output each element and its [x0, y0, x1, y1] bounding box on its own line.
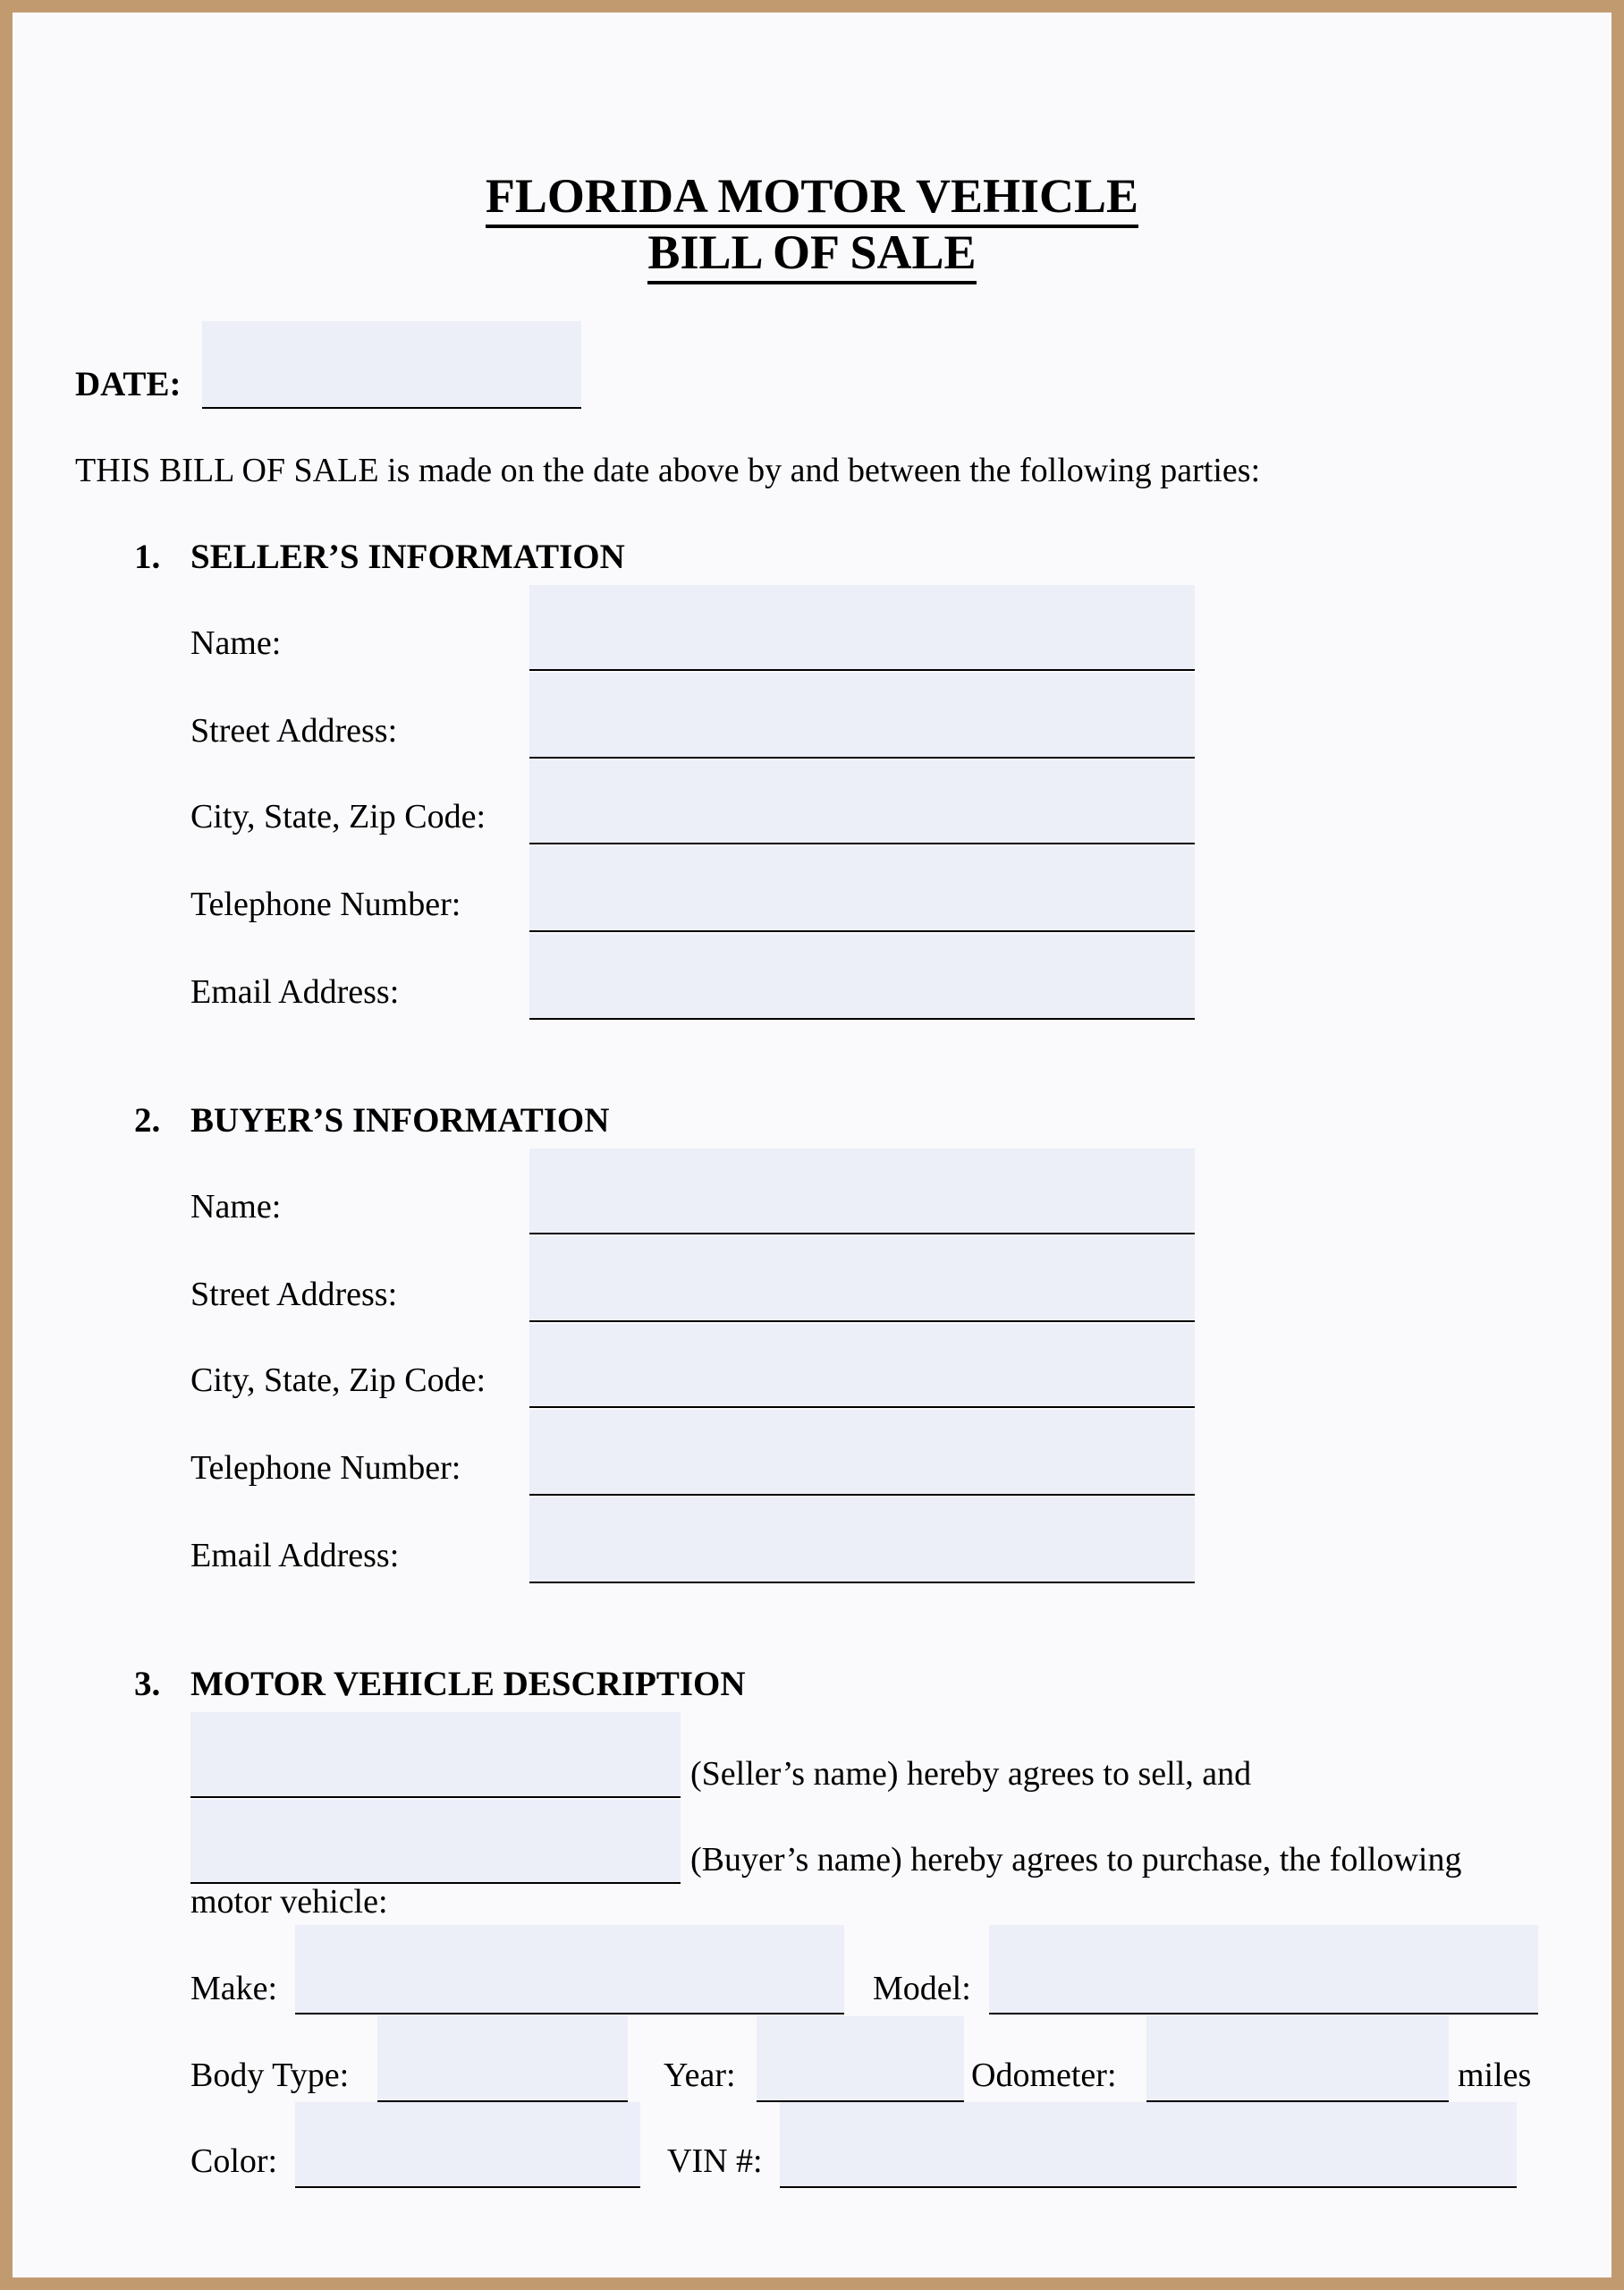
title-line-1: FLORIDA MOTOR VEHICLE: [13, 169, 1611, 223]
seller-street-input[interactable]: [529, 673, 1195, 757]
odometer-input[interactable]: [1146, 2016, 1449, 2100]
color-field[interactable]: [295, 2102, 640, 2188]
buyer-phone-label: Telephone Number:: [190, 1449, 461, 1487]
seller-name-label: Name:: [190, 624, 282, 662]
seller-street-field[interactable]: [529, 673, 1195, 759]
vehicle-buyer-name-input[interactable]: [190, 1800, 681, 1882]
vin-field[interactable]: [780, 2102, 1517, 2188]
seller-street-label: Street Address:: [190, 712, 398, 750]
year-label: Year:: [664, 2057, 736, 2094]
vehicle-section-number: 3.: [134, 1665, 161, 1703]
make-input[interactable]: [295, 1925, 844, 2013]
body-type-label: Body Type:: [190, 2057, 350, 2094]
buyer-phone-field[interactable]: [529, 1410, 1195, 1496]
buyer-name-label: Name:: [190, 1188, 282, 1226]
seller-phone-input[interactable]: [529, 846, 1195, 930]
seller-section-heading: SELLER’S INFORMATION: [190, 538, 625, 576]
body-type-field[interactable]: [377, 2016, 628, 2102]
buyer-street-input[interactable]: [529, 1236, 1195, 1320]
seller-email-input[interactable]: [529, 934, 1195, 1018]
vin-input[interactable]: [780, 2102, 1517, 2186]
seller-agreement-text: (Seller’s name) hereby agrees to sell, and: [690, 1755, 1252, 1793]
seller-name-input[interactable]: [529, 585, 1195, 669]
model-input[interactable]: [989, 1925, 1538, 2013]
vehicle-seller-name-input[interactable]: [190, 1712, 681, 1796]
vin-label: VIN #:: [667, 2142, 763, 2180]
year-input[interactable]: [757, 2016, 964, 2100]
miles-label: miles: [1458, 2057, 1532, 2094]
make-field[interactable]: [295, 1925, 844, 2014]
year-field[interactable]: [757, 2016, 964, 2102]
date-input[interactable]: [202, 321, 581, 407]
vehicle-section-heading: MOTOR VEHICLE DESCRIPTION: [190, 1665, 746, 1703]
buyer-city-input[interactable]: [529, 1324, 1195, 1406]
model-label: Model:: [873, 1970, 971, 2007]
buyer-email-input[interactable]: [529, 1497, 1195, 1582]
vehicle-seller-name-field[interactable]: [190, 1712, 681, 1798]
buyer-phone-input[interactable]: [529, 1410, 1195, 1494]
seller-email-label: Email Address:: [190, 973, 400, 1011]
buyer-name-field[interactable]: [529, 1149, 1195, 1234]
buyer-street-label: Street Address:: [190, 1276, 398, 1313]
make-label: Make:: [190, 1970, 278, 2007]
seller-city-label: City, State, Zip Code:: [190, 798, 486, 835]
buyer-agreement-text: (Buyer’s name) hereby agrees to purchase, the following: [690, 1841, 1462, 1879]
buyer-email-field[interactable]: [529, 1497, 1195, 1583]
odometer-field[interactable]: [1146, 2016, 1449, 2102]
date-label: DATE:: [75, 365, 182, 403]
model-field[interactable]: [989, 1925, 1538, 2014]
intro-text: THIS BILL OF SALE is made on the date above by and between the following parties:: [75, 452, 1261, 489]
buyer-name-input[interactable]: [529, 1149, 1195, 1233]
date-field[interactable]: [202, 321, 581, 409]
motor-vehicle-text: motor vehicle:: [190, 1883, 388, 1921]
bill-of-sale-page: [13, 13, 1611, 2277]
color-label: Color:: [190, 2142, 278, 2180]
seller-city-input[interactable]: [529, 760, 1195, 843]
seller-city-field[interactable]: [529, 760, 1195, 844]
odometer-label: Odometer:: [971, 2057, 1117, 2094]
buyer-street-field[interactable]: [529, 1236, 1195, 1322]
buyer-section-heading: BUYER’S INFORMATION: [190, 1101, 610, 1140]
seller-phone-field[interactable]: [529, 846, 1195, 932]
buyer-email-label: Email Address:: [190, 1537, 400, 1574]
body-type-input[interactable]: [377, 2016, 628, 2100]
title-line-2: BILL OF SALE: [13, 225, 1611, 279]
buyer-city-field[interactable]: [529, 1324, 1195, 1408]
color-input[interactable]: [295, 2102, 640, 2186]
seller-name-field[interactable]: [529, 585, 1195, 671]
buyer-city-label: City, State, Zip Code:: [190, 1361, 486, 1399]
vehicle-buyer-name-field[interactable]: [190, 1800, 681, 1884]
buyer-section-number: 2.: [134, 1101, 161, 1140]
seller-email-field[interactable]: [529, 934, 1195, 1020]
seller-phone-label: Telephone Number:: [190, 886, 461, 923]
seller-section-number: 1.: [134, 538, 161, 576]
